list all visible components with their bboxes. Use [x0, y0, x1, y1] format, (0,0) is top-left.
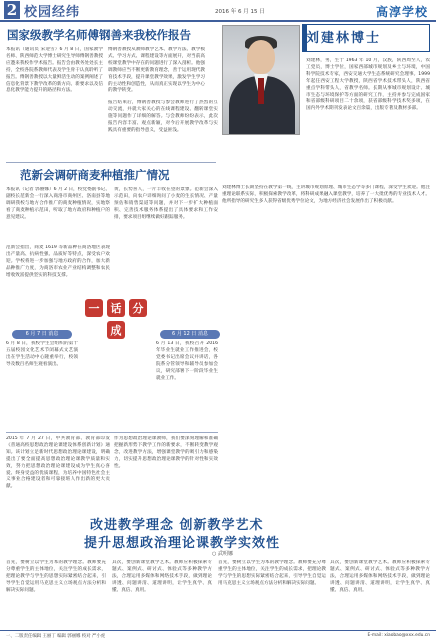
portrait-tie [258, 78, 264, 104]
interview-text-main: 刘建林博士长期坚持在教学第一线，主讲城市规划原理、城市生态学等多门课程，深受学生欢迎。他注重理论联系实际，积极探索教学改革，将科研成果融入课堂教学，培养了一大批优秀的专业技术人才。他所指导的研究生多人获得省级优秀学位论文，为地方经济社会发展作出了积极贡献。 [222, 185, 430, 204]
issue-date: 2016 年 6 月 15 日 [215, 9, 265, 15]
article3-column-4: 其次，要创新课堂教学艺术。教师应积极探索专题式、案例式、研讨式、体验式等多种教学方法，合理运用多媒体和网络技术手段，做到理论讲透、问题讲清、道理讲明，让学生真学、真懂、真信、真用。 [112, 560, 212, 593]
article3-column-2: 作为思想政治理论课教师，我们要深刻理解和准确把握新形势下教学工作的新要求，不断转变教学观念，改进教学方法，增强课堂教学的吸引力和感染力，切实提升思想政治理论课教学的针对性和实效性。 [114, 436, 218, 469]
page-number: 2 [4, 1, 20, 19]
article2-column-1: 本报讯（记者 郭丽娜）6 月 2 日，校党委副书记、副校长范新会一行深入商洛市商州区、洛南县等地调研我校与地方合作推广的商麦种植情况，实地察看了商麦种植示范田，听取了地方政府和种植户的意见建议。 [6, 187, 110, 220]
page-header [0, 0, 436, 22]
notice-text-left: 6 月 8 日，我校学生会组织的第十五届校园文化艺术节闭幕式文艺演出在学生活动中心隆重举行，校领导及数百名师生观看演出。 [6, 341, 78, 367]
notice-pill-right: 6 月 12 日 消息 [160, 330, 220, 339]
article2-column-2: 范新会指出，商麦 1619 等新品种在商洛地区表现出产量高、抗病性强、品质好等特点，深受农户欢迎。学校将进一步加强与地方政府的合作，加大新品种推广力度，为商洛市农业产业结构调整和农民增收致富提供坚实的科技支撑。 [6, 245, 110, 278]
seal-char-2: 话 [107, 299, 125, 317]
footer-editors: 一、二版责任编辑 王丽丁 编辑 郭丽娜 校对 严小虎 [6, 633, 106, 639]
article3-column-1: 2015 年 7 月 27 日，中共教育部、教育部印发《普通高校思想政治理论课建设体系创新计划》通知。该计划立足新时代思想政治理论课建设，明确提出了要全面提高思想政治理论课教学质量和实效，努力把思想政治理论课建设成为学生真心喜爱、终身受益的优质课程，为培养中国特色社会主义事业合格建设者和可靠接班人作出新的更大贡献。 [6, 436, 110, 490]
seal-char-3: 分 [129, 299, 147, 317]
section-divider-2 [6, 432, 218, 433]
red-seal-logo [80, 283, 152, 355]
article3-byline: ○ 武明娜 [212, 551, 233, 557]
article1-headline: 国家级教学名师傅钢善来我校作报告 [7, 28, 191, 42]
article1-column-2: 傅钢善教授从教师教学艺术、教学方法、教学模式、学习方式、课程建设等方面展开，对当前高校课堂教学中存在的问题进行了深入剖析。他强调教师应当不断更新教育理念，善于运用现代教育技术手段，提升课堂教学效果，激发学生学习的主动性和创造性，从而真正实现以学生为中心的教学转变。 [108, 47, 205, 94]
section-name: 校园经纬 [24, 4, 81, 20]
notice-text-right: 6 月 13 日，我校召开 2016 年毕业生就业工作推进会，校党委书记出席会议并讲话，各院系分管领导和辅导员参加会议，研究部署下一阶段毕业生就业工作。 [156, 341, 218, 381]
article2-column-3: 黄，长势喜人，一片丰收在望的景象。范新会深入示范田，向农户详细询问了小麦的生长情况、产量预估和销售渠道等问题，并对下一步扩大种植面积、完善技术服务体系提出了具体要求和工作安排，要求项目组继续做好跟踪服务。 [114, 187, 218, 220]
notice-pill-left: 6 月 7 日 消息 [12, 330, 72, 339]
article2-headline: 范新会调研商麦种植推广情况 [20, 168, 170, 182]
portrait-head [247, 40, 275, 74]
portrait-photo [222, 25, 300, 135]
interview-title: 刘建林博士 [306, 31, 382, 46]
article3-column-6: 其次，要创新课堂教学艺术。教师应积极探索专题式、案例式、研讨式、体验式等多种教学方法，合理运用多媒体和网络技术手段，做到理论讲透、问题讲清、道理讲明，让学生真学、真懂、真信、真用。 [330, 560, 430, 593]
article3-column-3: 首先，要树立以学生为本的教学理念。教师要充分尊重学生的主体地位，关注学生的成长需求，把理论教学与学生的思想实际紧密结合起来，引导学生自觉运用马克思主义立场观点方法分析和解决实际问题。 [6, 560, 106, 593]
article3-headline-line1: 改进教学理念 创新教学艺术 [90, 518, 264, 533]
interview-text-right: 刘建林，男，生于 1963 年 10 月，汉族，陕西周至人，农工党员，博士学位，国家西部城市规划及乡土与环境，中国科学院技术专家，西安交通大学生态系统研究会理事。1999 年起任西安工程大学教授，陕西省学术技术带头人，陕西省重点学科带头人，省教学名师。长期从事城市规划设计、城市生态与环境保护等方面的研究工作，主持并参与完成国家和省部级科研项目二十余项，获省部级科学技术奖多项，在国内外学术期刊发表论文百余篇，出版专著及教材多部。 [306, 58, 430, 112]
article3-column-5: 首先，要树立以学生为本的教学理念。教师要充分尊重学生的主体地位，关注学生的成长需求，把理论教学与学生的思想实际紧密结合起来，引导学生自觉运用马克思主义立场观点方法分析和解决实际问题。 [218, 560, 326, 586]
seal-char-1: 一 [85, 299, 103, 317]
seal-char-4: 成 [107, 321, 125, 339]
article1-column-1: 本报讯（通讯员 宋迎雪）6 月 8 日，国家教学名师、陕西师范大学博士研究生导师傅钢善教授应邀来我校作学术报告。报告会由教务处处长主持，全校各院系教师代表及学生骨干认真聆听了报告。傅钢善教授以大量鲜活生动的案例阐述了信息化背景下教学改革的新方向、新要求以及信息化教学能力提升的路径和方法。 [6, 47, 103, 94]
footer-email: E-mail: xiaobao@xxx.edu.cn [367, 633, 430, 638]
article1-column-3: 报告结束后，傅钢善教授与参会教师进行了热烈的互动交流，并就大家关心的在线课程建设、翻转课堂实施等问题作了详细的解答。与会教师纷纷表示，此次报告内容丰富、观点新颖，对今后开展教学改革与实践具有重要的指导意义，受益匪浅。 [108, 100, 218, 133]
article3-headline-line2: 提升思想政治理论课教学实效性 [84, 536, 281, 551]
section-divider [6, 162, 216, 163]
paper-title: 高淳学校 [375, 5, 428, 19]
page-footer [0, 630, 436, 640]
